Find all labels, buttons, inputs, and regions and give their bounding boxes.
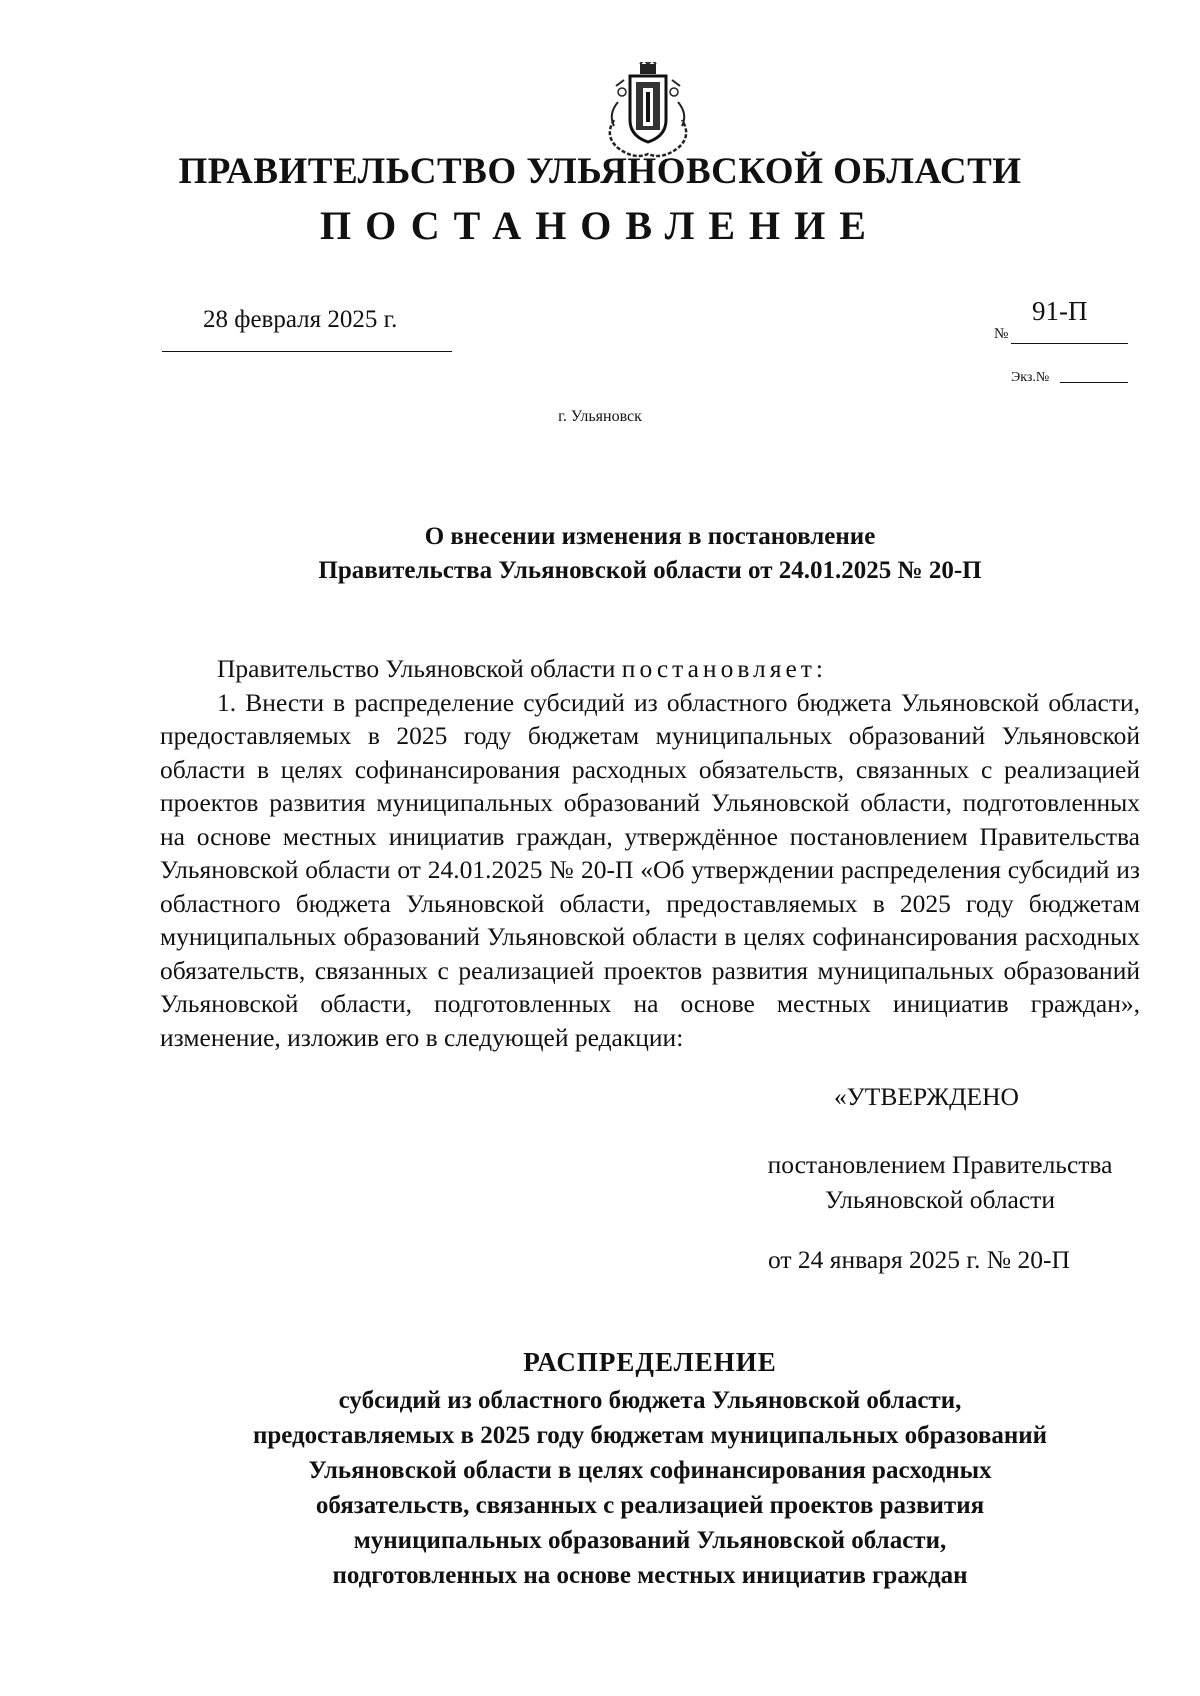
number-sign: № <box>994 326 1009 342</box>
approved-by-line: Ульяновской области <box>825 1185 1055 1214</box>
document-number: 91-П <box>1032 296 1088 326</box>
subject-line: О внесении изменения в постановление <box>424 523 876 550</box>
copy-number-label: Экз.№ <box>1011 370 1050 385</box>
document-body <box>160 652 1140 1054</box>
government-name: ПРАВИТЕЛЬСТВО УЛЬЯНОВСКОЙ ОБЛАСТИ <box>178 151 1022 192</box>
coat-of-arms-icon <box>600 62 696 162</box>
distribution-line: муниципальных образований Ульяновской области, <box>353 1527 947 1554</box>
distribution-line: Ульяновской области в целях софинансирования расходных <box>308 1457 992 1484</box>
number-underline <box>1011 343 1128 344</box>
intro-verb: постановляет: <box>621 654 828 683</box>
approved-date: от 24 января 2025 г. № 20-П <box>768 1245 1070 1274</box>
intro-prefix: Правительство Ульяновской области <box>217 654 616 683</box>
approved-by <box>720 1147 1160 1217</box>
distribution-line: обязательств, связанных с реализацией проектов развития <box>315 1492 985 1519</box>
distribution-title: РАСПРЕДЕЛЕНИЕ <box>523 1347 777 1377</box>
date-underline <box>162 351 452 352</box>
resolution-intro <box>160 652 1140 686</box>
distribution-line: подготовленных на основе местных инициатив граждан <box>332 1562 968 1589</box>
distribution-description <box>150 1383 1150 1593</box>
subject-line: Правительства Ульяновской области от 24.01.2025 № 20-П <box>318 557 982 584</box>
distribution-line: субсидий из областного бюджета Ульяновской области, <box>338 1387 962 1414</box>
document-subject <box>250 520 1050 588</box>
document-type: ПОСТАНОВЛЕНИЕ <box>320 203 880 248</box>
distribution-line: предоставляемых в 2025 году бюджетам муниципальных образований <box>252 1422 1048 1449</box>
approved-by-line: постановлением Правительства <box>767 1150 1113 1179</box>
document-date: 28 февраля 2025 г. <box>203 306 398 333</box>
approved-stamp: «УТВЕРЖДЕНО <box>834 1082 1019 1111</box>
city: г. Ульяновск <box>558 408 642 425</box>
paragraph-1: 1. Внести в распределение субсидий из областного бюджета Ульяновской области, предоставляемых в 2025 году бюджетам муниципальных образований Ульяновской области в целях софинансирования расходных обязательств, связанных с реализацией проектов развития муниципальных образований Ульяновской области, подготовленных на основе местных инициатив граждан, утверждённое постановлением Правительства Ульяновской области от 24.01.2025 № 20-П «Об утверждении распределения субсидий из областного бюджета Ульяновской области, предоставляемых в 2025 году бюджетам муниципальных образований Ульяновской области в целях софинансирования расходных обязательств, связанных с реализацией проектов развития муниципальных образований Ульяновской области, подготовленных на основе местных инициатив граждан», изменение, изложив его в следующей редакции: <box>160 687 1140 1052</box>
copy-number-underline <box>1060 382 1128 383</box>
